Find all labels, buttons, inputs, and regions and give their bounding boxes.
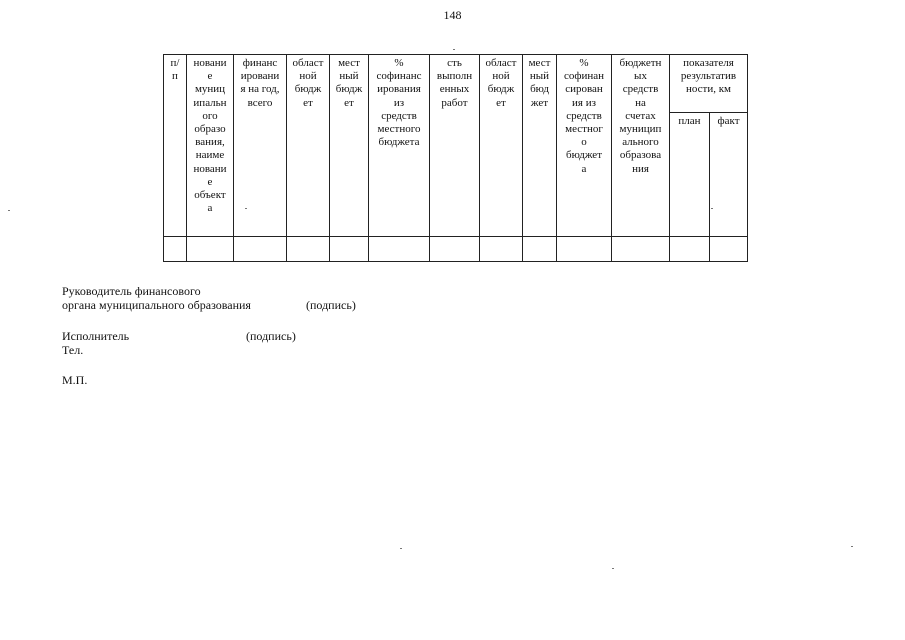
header-col-name: новани е муниц ипальн ого образо вания, наиме новани е объект а — [187, 55, 234, 237]
table-cell — [430, 237, 480, 262]
table-cell — [234, 237, 287, 262]
table-cell — [369, 237, 430, 262]
scan-speck — [612, 568, 614, 569]
scan-speck — [245, 208, 247, 209]
table-cell — [557, 237, 612, 262]
header-col-regional-budget: област ной бюдж ет — [287, 55, 330, 237]
header-col-fact: факт — [710, 113, 748, 237]
header-col-cofinancing-percent: % софинанс ирования из средств местного бюджета — [369, 55, 430, 237]
table-cell — [710, 237, 748, 262]
header-col-budget-funds: бюджетн ых средств на счетах муницип ального образова ния — [612, 55, 670, 237]
table-row — [164, 237, 748, 262]
page-number: 148 — [443, 8, 462, 22]
scan-speck — [453, 49, 455, 50]
table-cell — [523, 237, 557, 262]
header-col-number: п/ п — [164, 55, 187, 237]
table-cell — [330, 237, 369, 262]
table-cell — [187, 237, 234, 262]
header-col-financing-total: финанс ировани я на год, всего — [234, 55, 287, 237]
table-cell — [164, 237, 187, 262]
head-signature-label: (подпись) — [306, 298, 356, 312]
executor-signature-label: (подпись) — [246, 329, 296, 343]
header-col-local-budget-2: мест ный бюд жет — [523, 55, 557, 237]
header-col-plan: план — [670, 113, 710, 237]
header-col-local-budget: мест ный бюдж ет — [330, 55, 369, 237]
head-title-line2: органа муниципального образования — [62, 298, 251, 312]
head-title-line1: Руководитель финансового — [62, 284, 201, 298]
scan-speck — [711, 208, 713, 209]
executor-label: Исполнитель — [62, 329, 130, 343]
table-cell — [612, 237, 670, 262]
report-table — [163, 54, 748, 262]
phone-label: Тел. — [62, 343, 84, 357]
stamp-label: М.П. — [62, 373, 88, 387]
scan-speck — [8, 210, 10, 211]
table-cell — [287, 237, 330, 262]
header-col-works-cost: сть выполн енных работ — [430, 55, 480, 237]
scan-speck — [400, 548, 402, 549]
table-cell — [670, 237, 710, 262]
header-col-cofinancing-percent-2: % софинан сирован ия из средств местног о бюджет а — [557, 55, 612, 237]
table-cell — [480, 237, 523, 262]
header-col-regional-budget-2: област ной бюдж ет — [480, 55, 523, 237]
header-col-performance-group: показателя результатив ности, км — [670, 55, 748, 113]
scan-speck — [851, 546, 853, 547]
